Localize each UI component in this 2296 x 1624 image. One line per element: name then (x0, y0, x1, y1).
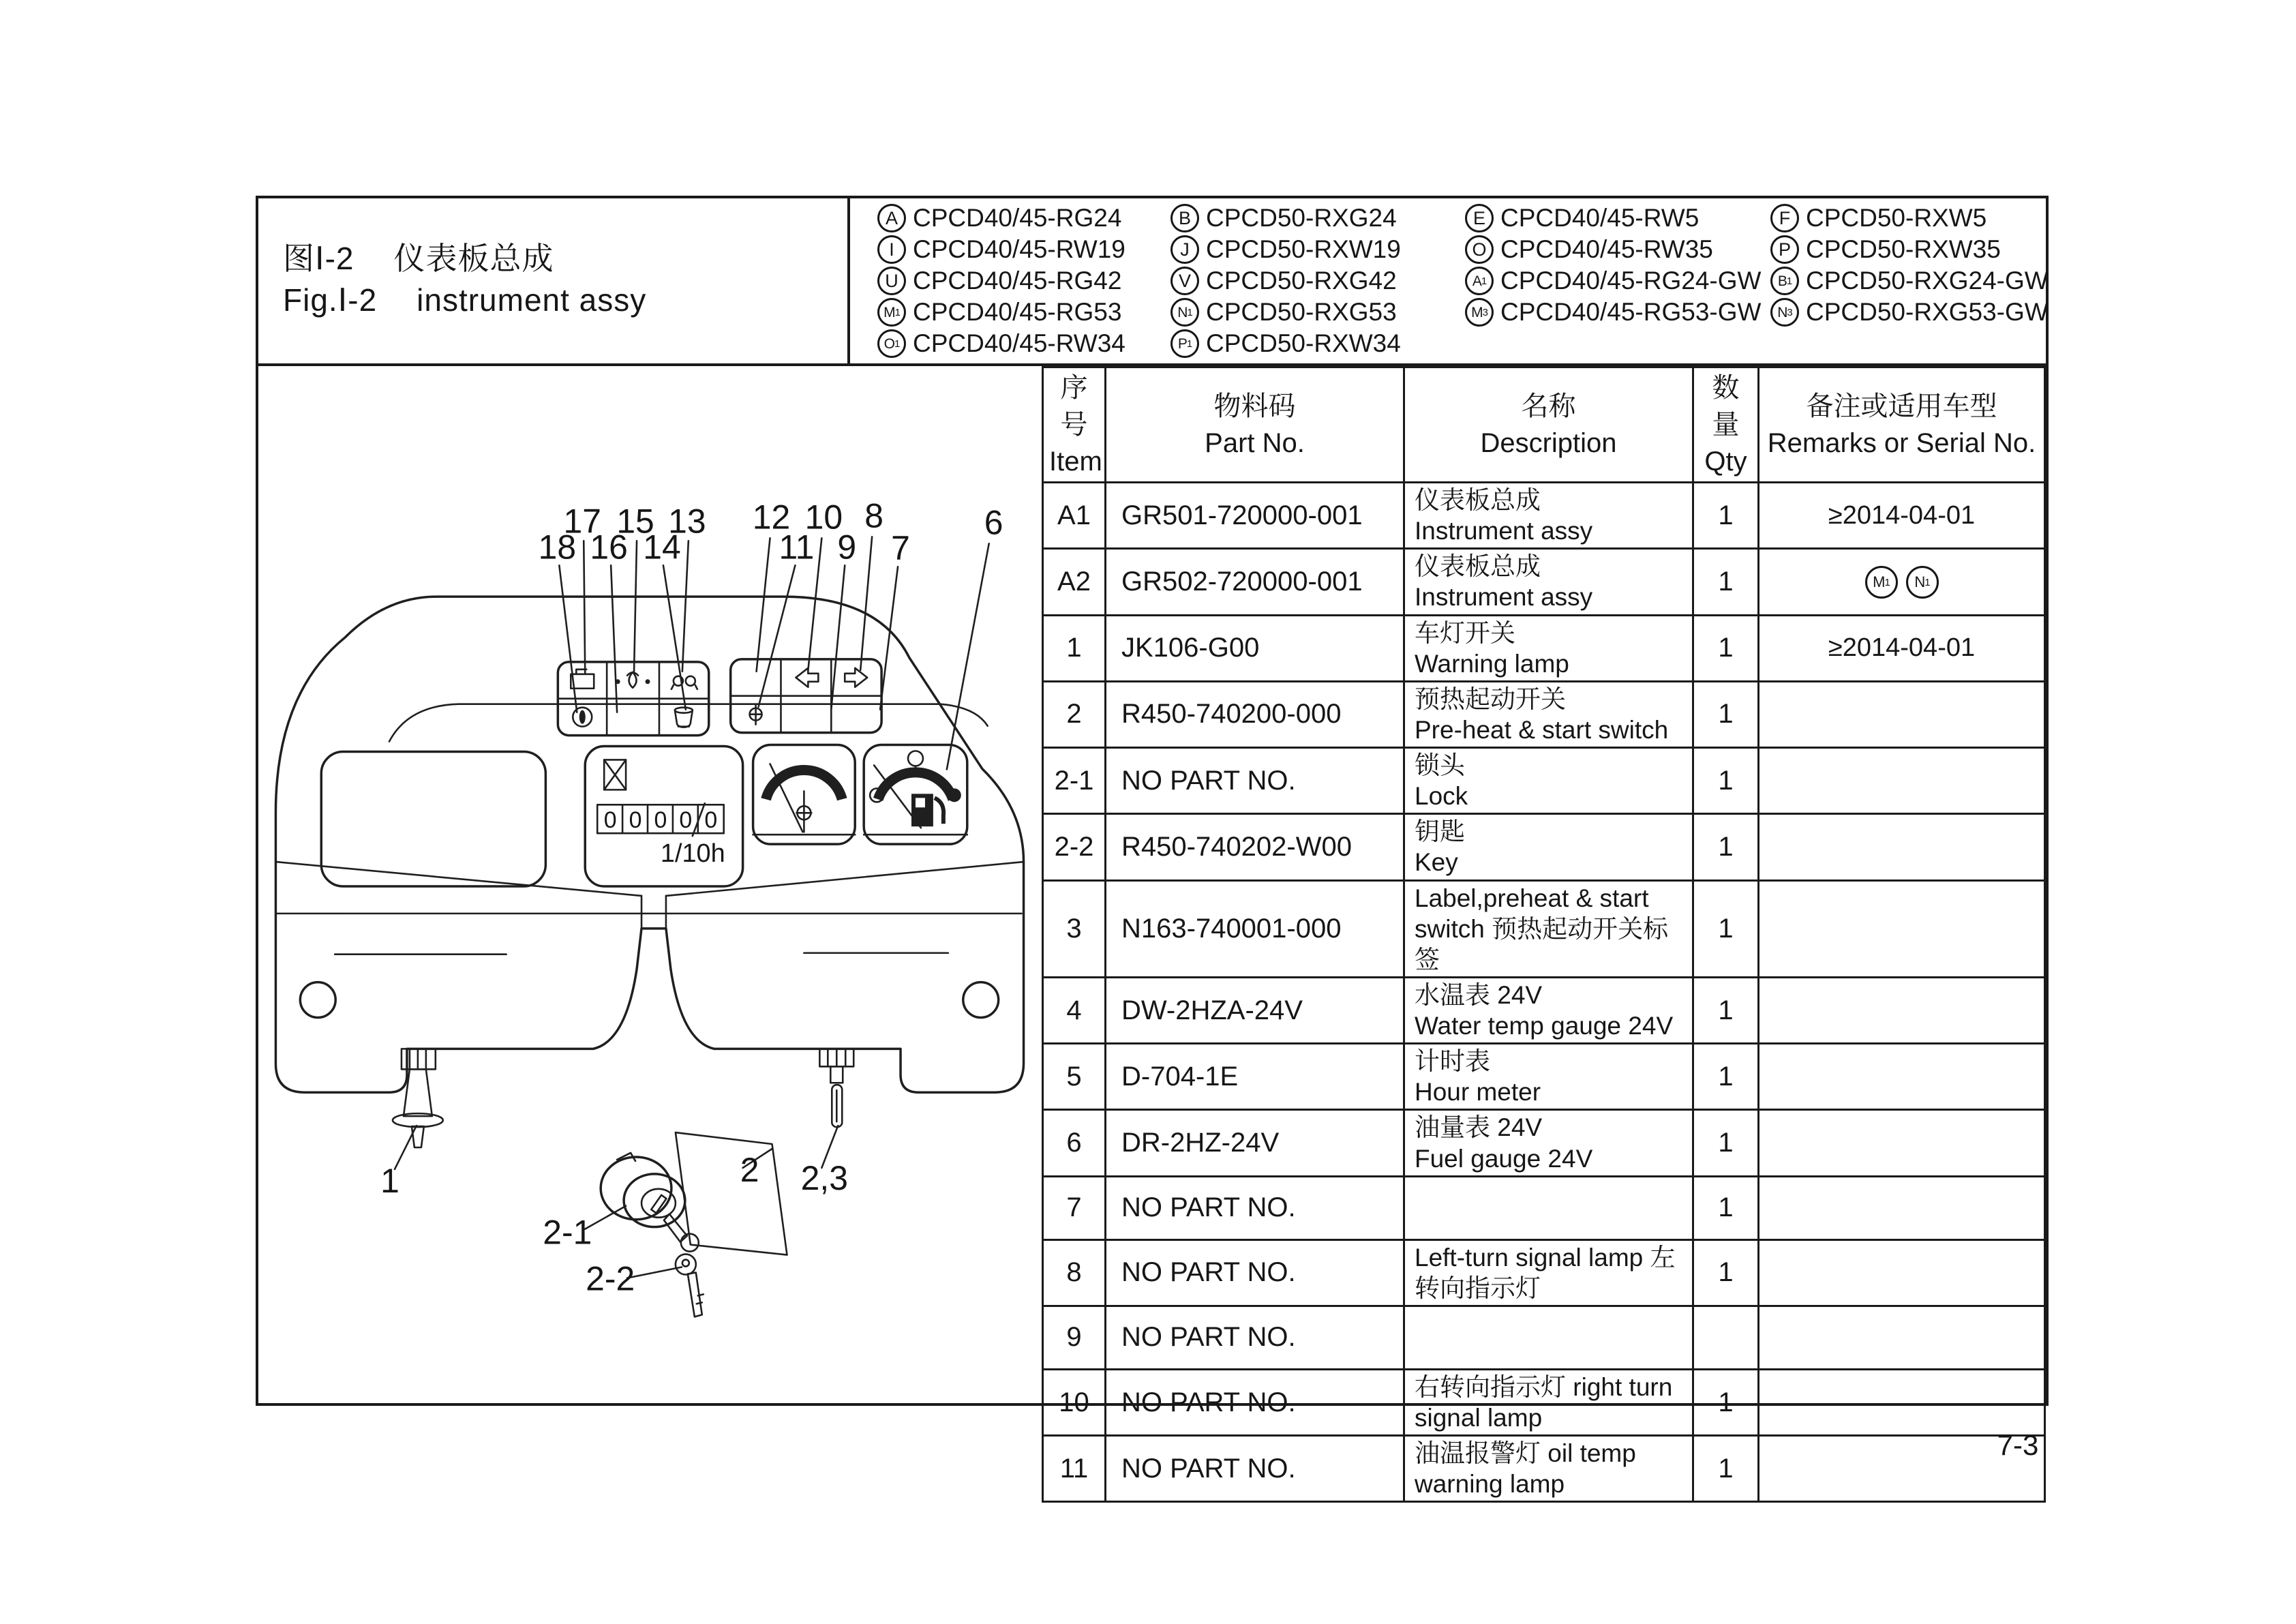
cell-remarks (1759, 1110, 2045, 1176)
description-line: 转向指示灯 (1415, 1274, 1541, 1302)
callout-15: 15 (616, 502, 654, 541)
model-code-badge: N 1 (1170, 298, 1199, 327)
cell-qty: 1 (1693, 549, 1759, 615)
cell-item: 2-1 (1043, 748, 1106, 814)
table-row (1043, 880, 2045, 977)
cell-item: 8 (1043, 1239, 1106, 1306)
cell-part-no: D-704-1E (1106, 1044, 1404, 1110)
cell-part-no: JK106-G00 (1106, 615, 1404, 681)
cell-qty: 1 (1693, 615, 1759, 681)
model-code-badge: A 1 (1465, 267, 1494, 295)
cell-part-no: NO PART NO. (1106, 748, 1404, 814)
arch-stem-lines (641, 896, 666, 929)
cell-qty: 1 (1693, 1436, 1759, 1502)
description-line: Instrument assy (1415, 517, 1593, 545)
description-line: Left-turn signal lamp 左 (1415, 1243, 1676, 1272)
indicator-cluster-left (558, 662, 708, 736)
cell-description (1404, 880, 1693, 977)
cell-qty: 1 (1693, 483, 1759, 549)
grille (321, 752, 545, 886)
callout-14: 14 (643, 528, 681, 567)
cell-part-no: NO PART NO. (1106, 1369, 1404, 1435)
description-line: Pre-heat & start switch (1415, 715, 1669, 744)
description-line: 锁头 (1415, 751, 1465, 779)
cell-remarks (1759, 977, 2045, 1043)
cell-description (1404, 615, 1693, 681)
description-line: signal lamp (1415, 1404, 1543, 1432)
cell-item: 2-2 (1043, 814, 1106, 880)
model-code-badge: P 1 (1170, 329, 1199, 358)
cell-item: 10 (1043, 1369, 1106, 1435)
cell-item: 4 (1043, 977, 1106, 1043)
counter-digit: 0 (629, 807, 642, 834)
model-item (1465, 297, 1770, 328)
callout-labels (380, 496, 1003, 1297)
model-item (1170, 328, 1465, 359)
model-code-badge: A (877, 204, 906, 232)
cell-qty: 1 (1693, 814, 1759, 880)
hourglass-icon (604, 760, 626, 790)
model-name: CPCD50-RXG53-GW (1806, 298, 2049, 326)
cell-item: 9 (1043, 1306, 1106, 1369)
lamp-switch-stem (393, 1049, 443, 1147)
description-line: 钥匙 (1415, 817, 1465, 846)
model-item (1170, 234, 1465, 265)
model-name: CPCD50-RXG24-GW (1806, 267, 2049, 295)
cell-part-no: DW-2HZA-24V (1106, 977, 1404, 1043)
key-stem (819, 1049, 854, 1127)
model-name: CPCD50-RXW5 (1806, 204, 1987, 232)
model-name: CPCD50-RXG24 (1206, 204, 1397, 232)
model-code-badge: M 1 (1865, 566, 1898, 599)
cell-description (1404, 748, 1693, 814)
model-code-badge: P (1770, 235, 1799, 264)
model-code-badge: B 1 (1770, 267, 1799, 295)
model-item (1770, 234, 2049, 265)
model-code-badge: O (1465, 235, 1494, 264)
cell-item: 11 (1043, 1436, 1106, 1502)
model-code-badge: N 1 (1906, 566, 1939, 599)
col-header-part-no: 物料码 Part No. (1106, 367, 1404, 483)
cell-qty: 1 (1693, 1369, 1759, 1435)
cell-qty: 1 (1693, 748, 1759, 814)
indicator-cluster-right (731, 659, 881, 733)
description-line: Key (1415, 848, 1458, 877)
model-item (1465, 265, 1770, 297)
model-item (1770, 202, 2049, 234)
col-header-item: 序号 Item (1043, 367, 1106, 483)
cell-description (1404, 1044, 1693, 1110)
model-item (1770, 265, 2049, 297)
table-row (1043, 1306, 2045, 1369)
leader-lines (395, 537, 989, 1278)
oil-temp-warning-icon (750, 704, 762, 725)
description-line: 计时表 (1415, 1047, 1490, 1076)
model-code-badge: N 3 (1770, 298, 1799, 327)
cell-qty: 1 (1693, 1110, 1759, 1176)
callout-12: 12 (752, 498, 791, 537)
sediment-icon (675, 708, 693, 727)
ignition-lock-body (601, 1153, 685, 1227)
model-name: CPCD50-RXG42 (1206, 267, 1397, 295)
description-line: Warning lamp (1415, 649, 1569, 678)
cell-remarks (1759, 748, 2045, 814)
description-line: Water temp gauge 24V (1415, 1012, 1674, 1040)
model-name: CPCD40/45-RW19 (913, 235, 1126, 263)
cell-item: 5 (1043, 1044, 1106, 1110)
cell-description (1404, 549, 1693, 615)
description-line: 油量表 24V (1415, 1113, 1543, 1142)
callout-13: 13 (668, 502, 706, 541)
fuel-pump-icon (911, 794, 943, 826)
cell-item: 1 (1043, 615, 1106, 681)
model-item-empty (1770, 328, 2049, 359)
model-item (877, 234, 1170, 265)
cell-remarks (1759, 1306, 2045, 1369)
table-row (1043, 681, 2045, 747)
instrument-panel-drawing (258, 366, 1042, 1403)
model-code-badge: U (877, 267, 906, 295)
cell-part-no: GR501-720000-001 (1106, 483, 1404, 549)
cell-part-no: NO PART NO. (1106, 1176, 1404, 1239)
cell-part-no: GR502-720000-001 (1106, 549, 1404, 615)
model-name: CPCD40/45-RG53-GW (1500, 298, 1762, 326)
cell-remarks (1759, 1239, 2045, 1306)
cell-remarks (1759, 1176, 2045, 1239)
description-line: Instrument assy (1415, 583, 1593, 612)
description-line: warning lamp (1415, 1470, 1565, 1499)
description-line: Lock (1415, 782, 1468, 811)
cell-description (1404, 483, 1693, 549)
table-row (1043, 483, 2045, 549)
table-row (1043, 549, 2045, 615)
model-code-badge: M 3 (1465, 298, 1494, 327)
oil-pressure-icon (616, 672, 650, 688)
fuel-gauge (864, 745, 967, 845)
model-code-badge: M 1 (877, 298, 906, 327)
figure-number-zh: 图Ⅰ-2 (283, 241, 354, 276)
model-item (1170, 265, 1465, 297)
figure-title-zh (283, 234, 554, 279)
description-line: 仪表板总成 (1415, 552, 1541, 581)
model-code-badge: E (1465, 204, 1494, 232)
figure-number-en: Fig.Ⅰ-2 (283, 282, 378, 318)
counter-digit: 0 (603, 807, 617, 834)
model-name: CPCD40/45-RG24-GW (1500, 267, 1762, 295)
model-name: CPCD40/45-RW5 (1500, 204, 1700, 232)
counter-digit: 0 (704, 807, 718, 834)
figure-name-zh: 仪表板总成 (393, 241, 554, 276)
description-line: 水温表 24V (1415, 980, 1543, 1009)
col-header-remarks: 备注或适用车型 Remarks or Serial No. (1759, 367, 2045, 483)
cell-qty: 1 (1693, 977, 1759, 1043)
left-arrow-icon (796, 668, 818, 687)
model-item (877, 297, 1170, 328)
cell-remarks: ≥2014-04-01 (1759, 483, 2045, 549)
model-code-badge: O 1 (877, 329, 906, 358)
table-row (1043, 1110, 2045, 1176)
counter-digit: 0 (679, 807, 693, 834)
model-name: CPCD50-RXW34 (1206, 329, 1401, 357)
model-code-badge: B (1170, 204, 1199, 232)
figure-diagram (258, 366, 1042, 1403)
top-band (258, 198, 2049, 366)
model-code-badge: I (877, 235, 906, 264)
cell-item: A1 (1043, 483, 1106, 549)
hour-meter (585, 747, 742, 886)
figure-title-en (283, 282, 646, 318)
panel-crease-left (275, 862, 641, 896)
callout-2-3: 2,3 (800, 1158, 848, 1197)
mount-hole-left (300, 982, 335, 1018)
model-code-badge: F (1770, 204, 1799, 232)
cell-description (1404, 977, 1693, 1043)
table-row (1043, 1436, 2045, 1502)
cell-remarks (1759, 681, 2045, 747)
model-name: CPCD50-RXW35 (1806, 235, 2001, 263)
cell-item: 3 (1043, 880, 1106, 977)
description-line: 仪表板总成 (1415, 486, 1541, 514)
model-item (877, 328, 1170, 359)
cell-part-no: NO PART NO. (1106, 1239, 1404, 1306)
description-line: 右转向指示灯 right turn (1415, 1372, 1673, 1401)
description-line: 预热起动开关 (1415, 685, 1566, 713)
glow-plug-icon (671, 676, 697, 689)
description-line: 油温报警灯 oil temp (1415, 1439, 1636, 1468)
description-line: Fuel gauge 24V (1415, 1144, 1593, 1173)
model-code-badge: V (1170, 267, 1199, 295)
model-item-empty (1465, 328, 1770, 359)
mount-hole-right (963, 982, 999, 1018)
right-arrow-icon (845, 668, 867, 687)
callout-17: 17 (563, 502, 601, 541)
cell-description (1404, 1306, 1693, 1369)
col-header-description: 名称 Description (1404, 367, 1693, 483)
callout-1: 1 (380, 1161, 399, 1200)
cell-part-no: NO PART NO. (1106, 1306, 1404, 1369)
callout-16: 16 (590, 528, 628, 567)
cell-part-no: DR-2HZ-24V (1106, 1110, 1404, 1176)
table-row (1043, 977, 2045, 1043)
callout-2-2: 2-2 (586, 1259, 635, 1298)
table-row (1043, 1239, 2045, 1306)
figure-name-en: instrument assy (417, 282, 647, 318)
model-item (1465, 234, 1770, 265)
cell-item: 7 (1043, 1176, 1106, 1239)
parts-table (1042, 366, 2046, 1503)
table-header-row (1043, 367, 2045, 483)
cell-description (1404, 1239, 1693, 1306)
table-row (1043, 748, 2045, 814)
description-line: switch 预热起动开关标签 (1415, 914, 1669, 974)
model-name: CPCD40/45-RW35 (1500, 235, 1713, 263)
counter-digit: 0 (654, 807, 667, 834)
key-icon (676, 1254, 704, 1317)
table-row (1043, 814, 2045, 880)
cell-qty: 1 (1693, 681, 1759, 747)
table-row (1043, 1369, 2045, 1435)
callout-7: 7 (891, 529, 910, 568)
description-line: Label,preheat & start (1415, 884, 1649, 912)
col-header-qty: 数量 Qty (1693, 367, 1759, 483)
model-legend-grid (847, 198, 2049, 363)
model-name: CPCD50-RXW19 (1206, 235, 1401, 263)
page-number: 7-3 (1997, 1429, 2039, 1461)
figure-title-block (258, 198, 847, 363)
model-item (1770, 297, 2049, 328)
cell-qty: 1 (1693, 1239, 1759, 1306)
cell-remarks: ≥2014-04-01 (1759, 615, 2045, 681)
model-name: CPCD40/45-RW34 (913, 329, 1126, 357)
callout-2-1: 2-1 (543, 1213, 592, 1252)
callout-9: 9 (837, 528, 857, 567)
callout-10: 10 (804, 498, 843, 537)
cell-remarks (1759, 549, 2045, 615)
cell-remarks (1759, 814, 2045, 880)
model-name: CPCD40/45-RG53 (913, 298, 1122, 326)
callout-2: 2 (740, 1150, 759, 1189)
cell-item: 2 (1043, 681, 1106, 747)
cell-remarks (1759, 1044, 2045, 1110)
model-name: CPCD40/45-RG24 (913, 204, 1122, 232)
model-name: CPCD40/45-RG42 (913, 267, 1122, 295)
cell-part-no: R450-740202-W00 (1106, 814, 1404, 880)
model-item (1465, 202, 1770, 234)
callout-18: 18 (538, 528, 577, 567)
table-row (1043, 1044, 2045, 1110)
callout-8: 8 (864, 496, 884, 535)
cell-description (1404, 681, 1693, 747)
cell-part-no: R450-740200-000 (1106, 681, 1404, 747)
table-row (1043, 615, 2045, 681)
cell-part-no: N163-740001-000 (1106, 880, 1404, 977)
cell-description (1404, 1369, 1693, 1435)
callout-6: 6 (984, 503, 1003, 542)
cell-qty: 1 (1693, 880, 1759, 977)
cell-part-no: NO PART NO. (1106, 1436, 1404, 1502)
cell-qty (1693, 1306, 1759, 1369)
cell-item: 6 (1043, 1110, 1106, 1176)
model-item (877, 202, 1170, 234)
cell-description (1404, 1176, 1693, 1239)
table-row (1043, 1176, 2045, 1239)
description-line: 车灯开关 (1415, 618, 1515, 647)
cell-remarks (1759, 1369, 2045, 1435)
cell-description (1404, 814, 1693, 880)
cell-qty: 1 (1693, 1044, 1759, 1110)
model-name: CPCD50-RXG53 (1206, 298, 1397, 326)
water-temp-gauge (753, 745, 856, 845)
callout-11: 11 (779, 528, 815, 567)
model-item (1170, 202, 1465, 234)
cell-description (1404, 1110, 1693, 1176)
cell-description (1404, 1436, 1693, 1502)
model-item (1170, 297, 1465, 328)
model-code-badge: J (1170, 235, 1199, 264)
description-line: Hour meter (1415, 1078, 1541, 1107)
cell-qty: 1 (1693, 1176, 1759, 1239)
hour-meter-unit: 1/10h (660, 839, 725, 869)
model-item (877, 265, 1170, 297)
brake-warning-icon (573, 708, 592, 727)
cell-remarks (1759, 880, 2045, 977)
cell-item: A2 (1043, 549, 1106, 615)
